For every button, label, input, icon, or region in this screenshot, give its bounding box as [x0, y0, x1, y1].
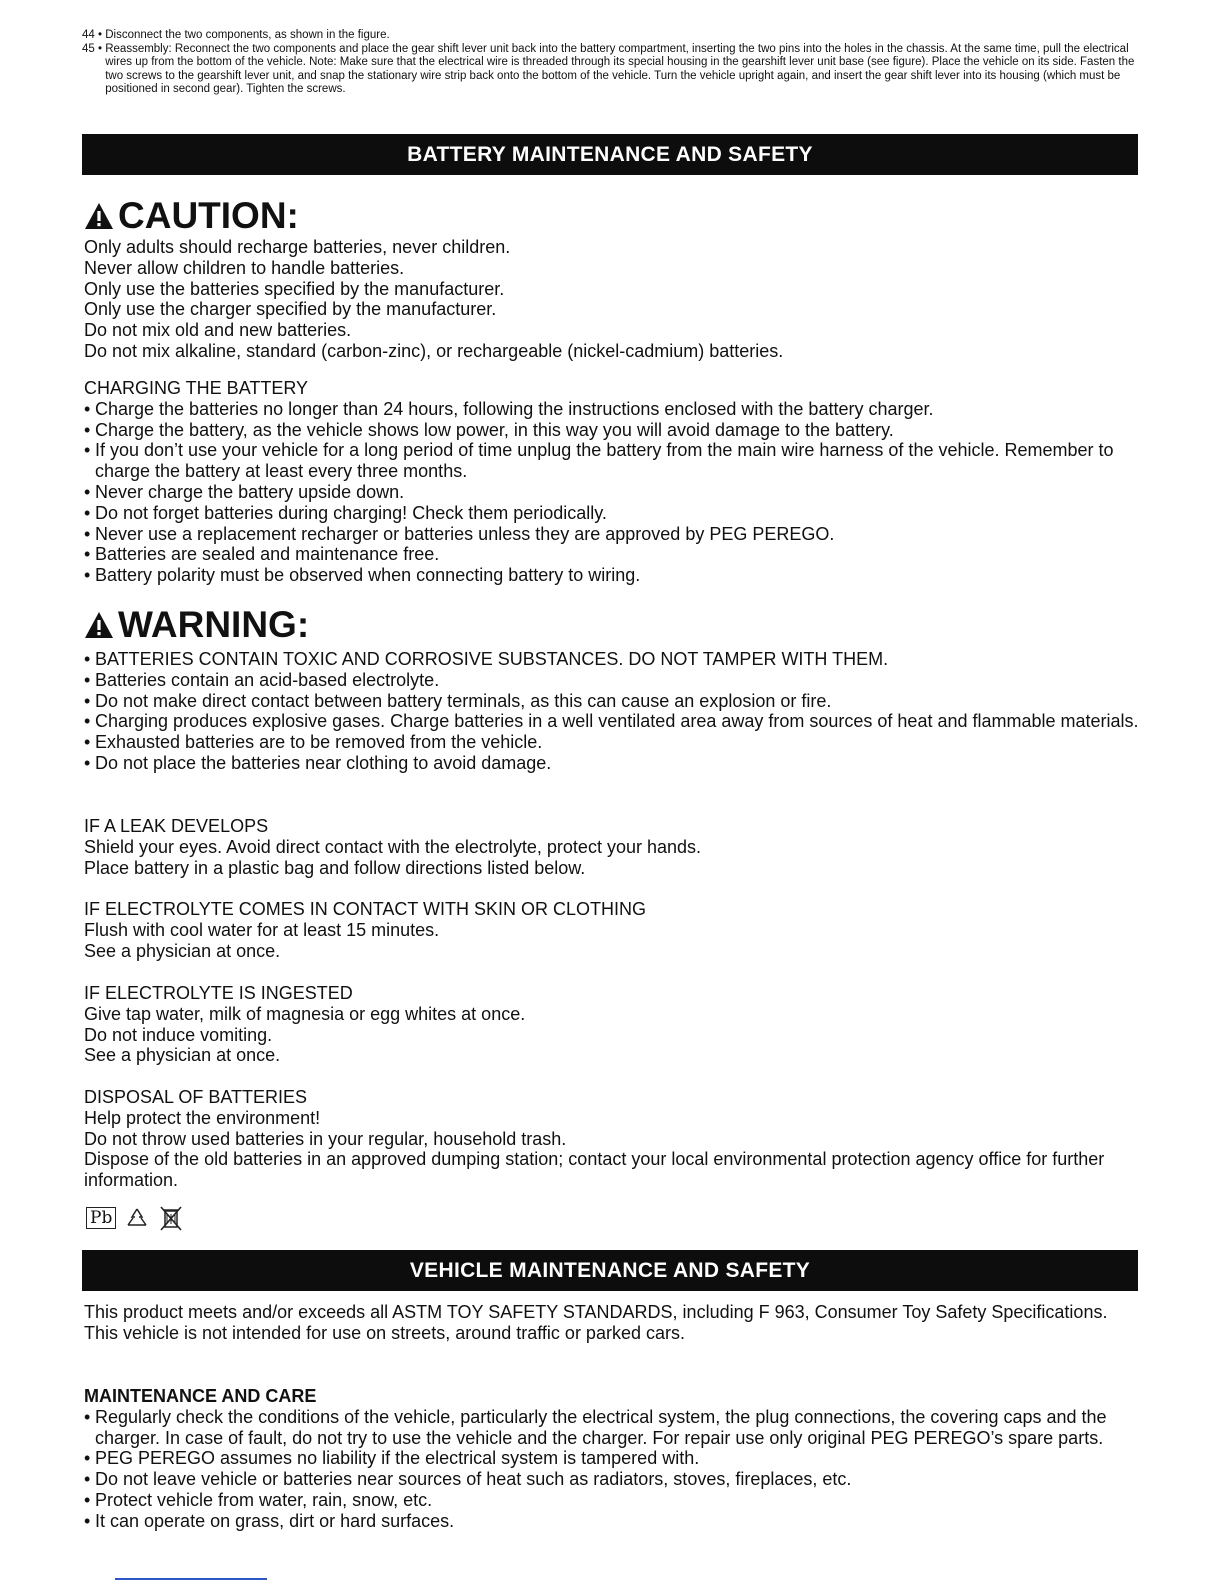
vehicle-intro [84, 1302, 1144, 1344]
list-item-text: Batteries contain an acid-based electrolyte. [95, 669, 440, 690]
list-item: • It can operate on grass, dirt or hard surfaces. [84, 1511, 1144, 1532]
top-notes [82, 29, 1142, 97]
list-item-text: Never charge the battery upside down. [95, 481, 405, 502]
ingested-line: Give tap water, milk of magnesia or egg whites at once. [84, 1003, 526, 1024]
note-45 [82, 43, 1142, 97]
skin-contact-heading: IF ELECTROLYTE COMES IN CONTACT WITH SKIN OR CLOTHING [84, 899, 647, 919]
disposal-symbols [86, 1204, 184, 1232]
list-item: • Never use a replacement recharger or batteries unless they are approved by PEG PEREGO. [84, 524, 1144, 545]
skin-contact-line: Flush with cool water for at least 15 minutes. [84, 919, 440, 940]
list-item: • Protect vehicle from water, rain, snow, etc. [84, 1490, 1144, 1511]
list-item: • Batteries are sealed and maintenance free. [84, 544, 1144, 565]
ingested-section [84, 983, 1144, 1066]
skin-contact-line: See a physician at once. [84, 940, 281, 961]
caution-line: Do not mix alkaline, standard (carbon-zinc), or rechargeable (nickel-cadmium) batteries. [84, 340, 784, 361]
list-item-text: Do not forget batteries during charging! Check them periodically. [95, 502, 607, 523]
list-item-text: Do not place the batteries near clothing to avoid damage. [95, 752, 552, 773]
leak-heading: IF A LEAK DEVELOPS [84, 816, 269, 836]
disposal-line: Help protect the environment! [84, 1107, 321, 1128]
list-item-text: Exhausted batteries are to be removed from the vehicle. [95, 732, 543, 753]
warning-list [84, 649, 1144, 774]
list-item: • Charge the battery, as the vehicle shows low power, in this way you will avoid damage to the battery. [84, 420, 1144, 441]
caution-line: Do not mix old and new batteries. [84, 320, 352, 341]
list-item-text: It can operate on grass, dirt or hard surfaces. [95, 1510, 455, 1531]
list-item: • Regularly check the conditions of the vehicle, particularly the electrical system, the plug connections, the covering caps and the charger. In case of fault, do not try to use the vehicle and the charger. For repair use only original PEG PEREGO’s spare parts. [84, 1407, 1144, 1449]
note-44 [82, 29, 1142, 43]
list-item-text: If you don’t use your vehicle for a long period of time unplug the battery from the main wire harness of the vehicle. Remember to charge the battery at least every three months. [95, 440, 1114, 482]
leak-line: Shield your eyes. Avoid direct contact with the electrolyte, protect your hands. [84, 836, 702, 857]
caution-list [84, 237, 1144, 362]
list-item: • Charge the batteries no longer than 24 hours, following the instructions enclosed with the battery charger. [84, 399, 1144, 420]
caution-line: Only adults should recharge batteries, never children. [84, 237, 511, 257]
charging-heading: CHARGING THE BATTERY [84, 378, 309, 398]
list-item: • Do not place the batteries near clothing to avoid damage. [84, 753, 1144, 774]
list-item-text: Do not leave vehicle or batteries near sources of heat such as radiators, stoves, fireplaces, etc. [95, 1469, 852, 1490]
list-item: • Battery polarity must be observed when connecting battery to wiring. [84, 565, 1144, 586]
note-text: Disconnect the two components, as shown in the figure. [105, 29, 390, 41]
disposal-line: Dispose of the old batteries in an approved dumping station; contact your local environmental protection agency office for further information. [84, 1149, 1105, 1191]
ingested-heading: IF ELECTROLYTE IS INGESTED [84, 983, 353, 1003]
leak-section [84, 816, 1144, 878]
note-text: Reassembly: Reconnect the two components and place the gear shift lever unit back into the battery compartment, inserting the two pins into the holes in the chassis. At the same time, pull the electrical wires up from the bottom of the vehicle. Note: Make sure that the electrical wire is threaded through its special housing in the gearshift lever unit base (see figure). Place the vehicle on its side. Fasten the two screws to the gearshift lever unit, and snap the stationary wire strip back onto the bottom of the vehicle. Turn the vehicle upright again, and insert the gear shift lever into its housing (which must be positioned in second gear). Tighten the screws. [105, 42, 1135, 95]
caution-heading-text: CAUTION: [118, 195, 299, 236]
list-item-text: Do not make direct contact between battery terminals, as this can cause an explosion or fire. [95, 690, 832, 711]
crossed-bin-icon [158, 1204, 184, 1232]
list-item-text: Never use a replacement recharger or batteries unless they are approved by PEG PEREGO. [95, 523, 835, 544]
list-item-text: Charging produces explosive gases. Charge batteries in a well ventilated area away from sources of heat and flammable materials. [95, 711, 1139, 732]
lead-symbol: Pb [86, 1207, 116, 1229]
list-item-text: Protect vehicle from water, rain, snow, etc. [95, 1489, 433, 1510]
warning-heading-text: WARNING: [118, 604, 310, 645]
list-item: • If you don’t use your vehicle for a long period of time unplug the battery from the main wire harness of the vehicle. Remember to charge the battery at least every three months. [84, 440, 1144, 482]
note-number: 44 • [82, 29, 106, 41]
list-item-text: Batteries are sealed and maintenance free. [95, 544, 440, 565]
charging-section [84, 378, 1144, 586]
disposal-section [84, 1087, 1144, 1191]
list-item-text: Regularly check the conditions of the vehicle, particularly the electrical system, the plug connections, the covering caps and the charger. In case of fault, do not try to use the vehicle and the charger. For repair use only original PEG PEREGO’s spare parts. [95, 1406, 1107, 1448]
vehicle-intro-line: This vehicle is not intended for use on streets, around traffic or parked cars. [84, 1322, 685, 1343]
vehicle-section-title: VEHICLE MAINTENANCE AND SAFETY [82, 1250, 1138, 1291]
text-cursor-underline [115, 1578, 267, 1580]
caution-line: Only use the batteries specified by the manufacturer. [84, 278, 505, 299]
list-item-text: Charge the batteries no longer than 24 hours, following the instructions enclosed with the battery charger. [95, 398, 934, 419]
disposal-line: Do not throw used batteries in your regular, household trash. [84, 1128, 567, 1149]
warning-triangle-icon [84, 610, 114, 640]
list-item: • Batteries contain an acid-based electrolyte. [84, 670, 1144, 691]
list-item-text: Battery polarity must be observed when connecting battery to wiring. [95, 565, 641, 586]
warning-triangle-icon [84, 201, 114, 231]
warning-heading [84, 605, 309, 645]
ingested-line: See a physician at once. [84, 1045, 281, 1066]
skin-contact-section [84, 899, 1144, 961]
list-item: • Do not leave vehicle or batteries near sources of heat such as radiators, stoves, fireplaces, etc. [84, 1469, 1144, 1490]
caution-heading [84, 196, 299, 236]
maintenance-heading: MAINTENANCE AND CARE [84, 1386, 317, 1406]
list-item: • Never charge the battery upside down. [84, 482, 1144, 503]
list-item: • Do not forget batteries during charging! Check them periodically. [84, 503, 1144, 524]
disposal-heading: DISPOSAL OF BATTERIES [84, 1087, 308, 1107]
recycle-icon [124, 1206, 150, 1230]
list-item: • Charging produces explosive gases. Charge batteries in a well ventilated area away from sources of heat and flammable materials. [84, 711, 1144, 732]
list-item: • BATTERIES CONTAIN TOXIC AND CORROSIVE SUBSTANCES. DO NOT TAMPER WITH THEM. [84, 649, 1144, 670]
caution-line: Only use the charger specified by the manufacturer. [84, 299, 497, 320]
list-item-text: BATTERIES CONTAIN TOXIC AND CORROSIVE SUBSTANCES. DO NOT TAMPER WITH THEM. [95, 649, 889, 669]
battery-section-title: BATTERY MAINTENANCE AND SAFETY [82, 134, 1138, 175]
maintenance-section [84, 1386, 1144, 1532]
list-item: • PEG PEREGO assumes no liability if the electrical system is tampered with. [84, 1448, 1144, 1469]
vehicle-intro-line: This product meets and/or exceeds all ASTM TOY SAFETY STANDARDS, including F 963, Consumer Toy Safety Specifications. [84, 1302, 1108, 1322]
list-item: • Do not make direct contact between battery terminals, as this can cause an explosion or fire. [84, 691, 1144, 712]
list-item-text: Charge the battery, as the vehicle shows low power, in this way you will avoid damage to the battery. [95, 419, 894, 440]
leak-line: Place battery in a plastic bag and follow directions listed below. [84, 857, 586, 878]
list-item-text: PEG PEREGO assumes no liability if the electrical system is tampered with. [95, 1448, 700, 1469]
list-item: • Exhausted batteries are to be removed from the vehicle. [84, 732, 1144, 753]
ingested-line: Do not induce vomiting. [84, 1024, 273, 1045]
caution-line: Never allow children to handle batteries. [84, 257, 405, 278]
note-number: 45 • [82, 42, 106, 55]
